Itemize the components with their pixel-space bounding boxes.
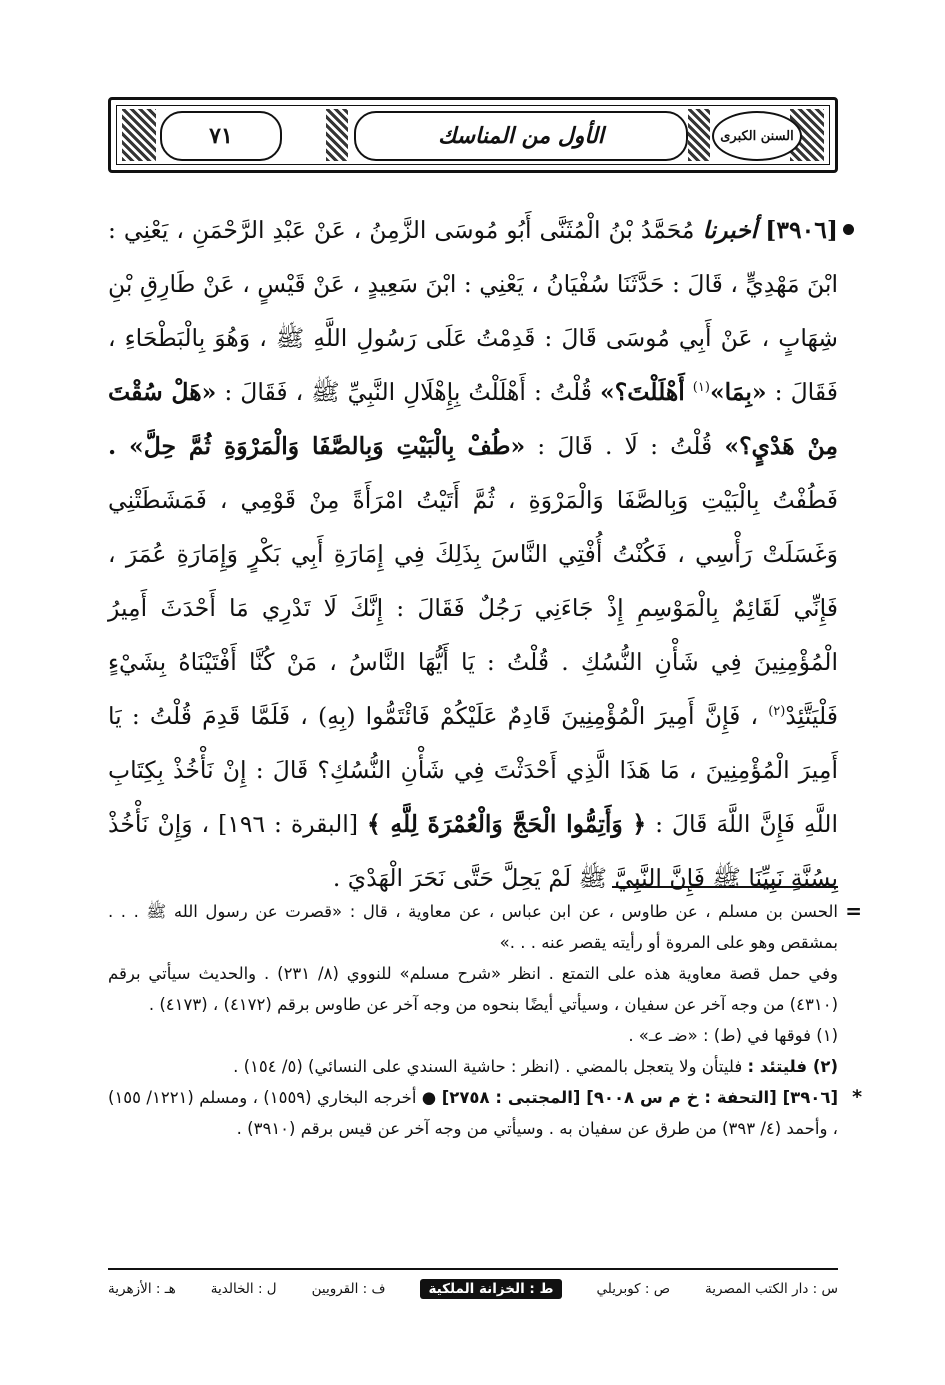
- ornament-icon: [122, 109, 156, 161]
- akhbarana-word: أخبرنا: [702, 216, 758, 244]
- footnotes: [108, 896, 862, 1144]
- quran-verse: ﴿ وَأَتِمُّوا الْحَجَّ وَالْعُمْرَةَ لِلَّهِ ﴾: [366, 810, 647, 838]
- footnote-2-text: فليتأن ولا يتعجل بالمضي . (انظر : حاشية السندي على النسائي) (٥/ ١٥٤) .: [233, 1057, 743, 1076]
- continued-note: الحسن بن مسلم ، عن طاوس ، عن ابن عباس ، عن معاوية ، قال : «قصرت عن رسول الله ﷺ . . . بمشقص وهو على المروة أو رأيته يقصر عنه . . .»: [108, 902, 838, 952]
- book-seal-logo: السنن الكبرى: [712, 111, 802, 161]
- narration-text: قُلْتُ : أَهْلَلْتُ بِإِهْلَالِ النَّبِيِّ ﷺ ، فَقَالَ :: [224, 378, 593, 406]
- hadith-text: [108, 203, 838, 905]
- manuscript-siglum: س : دار الكتب المصرية: [705, 1281, 838, 1297]
- manuscript-siglum: هـ : الأزهرية: [108, 1281, 176, 1297]
- narration-text: فَطُفْتُ بِالْبَيْتِ وَبِالصَّفَا وَالْمَرْوَةِ ، ثُمَّ أَتَيْتُ امْرَأَةً مِنْ قَوْمِي ، فَمَشَطَتْنِي وَغَسَلَتْ رَأْسِي ، فَكُنْتُ أُفْتِي النَّاسَ بِذَلِكَ فِي إِمَارَةِ أَبِي بَكْرٍ وَإِمَارَةِ عُمَرَ ، فَإِنِّي لَقَائِمٌ بِالْمَوْسِمِ إِذْ جَاءَنِي رَجُلٌ فَقَالَ : إِنَّكَ لَا تَدْرِي مَا أَحْدَثَ أَمِيرُ الْمُؤْمِنِينَ فِي شَأْنِ النُّسُكِ . قُلْتُ : يَا أَيُّهَا النَّاسُ ، مَنْ كُنَّا أَفْتَيْنَاهُ بِشَيْءٍ فَلْيَتَّئِدْ: [108, 486, 838, 730]
- continued-note: وفي حمل قصة معاوية هذه على التمتع . انظر «شرح مسلم» للنووي (٨/ ٢٣١) . والحديث سيأتي برقم (٤٣١٠) من وجه آخر عن سفيان ، وسيأتي أيضًا بنحوه من وجه آخر عن طاوس برقم (٤١٧٢) ، (٤١٧٣) .: [108, 964, 838, 1014]
- prophet-quote: أَهْلَلْتَ؟»: [600, 378, 685, 406]
- prophet-quote: «بِمَا»: [709, 378, 767, 406]
- running-title: الأول من المناسك: [354, 111, 688, 161]
- prophet-quote: «هَلْ سُقْتَ مِنْ هَدْيٍ؟»: [108, 378, 838, 460]
- takhrij-text: ● أخرجه البخاري (١٥٥٩) ، ومسلم (١٢٢١/ ١٥٥) ، وأحمد (٤/ ٣٩٣) من طرق عن سفيان به . وسيأتي من وجه آخر عن قيس برقم (٣٩١٠) .: [108, 1088, 838, 1138]
- footnote-separator: [612, 886, 838, 888]
- bullet-icon: [843, 224, 854, 235]
- takhrij-head: [٣٩٠٦] [التحفة : خ م س ٩٠٠٨] [المجتبى : ٢٧٥٨]: [441, 1088, 838, 1107]
- continuation-mark: =: [845, 899, 862, 923]
- hadith-number: [٣٩٠٦]: [765, 216, 838, 244]
- footnote-2: [108, 1051, 838, 1082]
- footer-separator: [108, 1268, 838, 1270]
- takhrij-note: [108, 1082, 862, 1144]
- manuscript-siglum: ف : القرويين: [311, 1281, 386, 1297]
- star-icon: *: [852, 1086, 862, 1108]
- manuscript-siglum-highlighted: ط : الخزانة الملكية: [420, 1279, 561, 1299]
- narration-text: قُلْتُ : لَا . قَالَ :: [537, 432, 713, 460]
- page-number: ٧١: [160, 111, 282, 161]
- footnote-2-label: (٢) فليتئد :: [747, 1057, 838, 1076]
- narration-text: ، وَإِنْ نَأْخُذْ بِسُنَّةِ نَبِيِّنَا ﷺ فَإِنَّ النَّبِيَّ ﷺ لَمْ يَحِلَّ حَتَّى نَحَرَ الْهَدْيَ .: [108, 810, 838, 892]
- quran-reference: [البقرة : ١٩٦]: [218, 810, 359, 838]
- manuscript-siglum: ص : كوبريلي: [596, 1281, 671, 1297]
- isnad-text: مُحَمَّدُ بْنُ الْمُثَنَّى أَبُو مُوسَى الزَّمِنُ ، عَنْ عَبْدِ الرَّحْمَنِ ، يَعْنِي : ابْنَ مَهْدِيٍّ ، قَالَ : حَدَّثَنَا سُفْيَانُ ، يَعْنِي : ابْنَ سَعِيدٍ ، عَنْ قَيْسٍ ، عَنْ طَارِقِ بْنِ شِهَابٍ ، عَنْ أَبِي مُوسَى قَالَ : قَدِمْتُ عَلَى رَسُولِ اللَّهِ ﷺ ، وَهُوَ بِالْبَطْحَاءِ ، فَقَالَ :: [108, 216, 838, 406]
- page-header: [108, 97, 838, 173]
- ornament-icon: [688, 109, 710, 161]
- footnote-ref-2: (٢): [768, 704, 786, 720]
- footnote-ref-1: (١): [692, 380, 710, 396]
- narration-text: ، فَإِنَّ أَمِيرَ الْمُؤْمِنِينَ قَادِمٌ عَلَيْكُمْ فَائْتَمُّوا (بِهِ) ، فَلَمَّا قَدِمَ قُلْتُ : يَا أَمِيرَ الْمُؤْمِنِينَ ، مَا هَذَا الَّذِي أَحْدَثْتَ فِي شَأْنِ النُّسُكِ؟ قَالَ : إِنْ نَأْخُذْ بِكِتَابِ اللَّهِ فَإِنَّ اللَّهَ قَالَ :: [108, 702, 838, 838]
- footnote-1: (١) فوقها في (ط) : «ضـ عـ» .: [628, 1026, 838, 1045]
- prophet-quote: «طُفْ بِالْبَيْتِ وَبِالصَّفَا وَالْمَرْوَةِ ثُمَّ حِلَّ» .: [108, 432, 526, 460]
- manuscript-siglum: ل : الخالدية: [210, 1281, 277, 1297]
- manuscript-key: [108, 1276, 838, 1302]
- ornament-icon: [326, 109, 348, 161]
